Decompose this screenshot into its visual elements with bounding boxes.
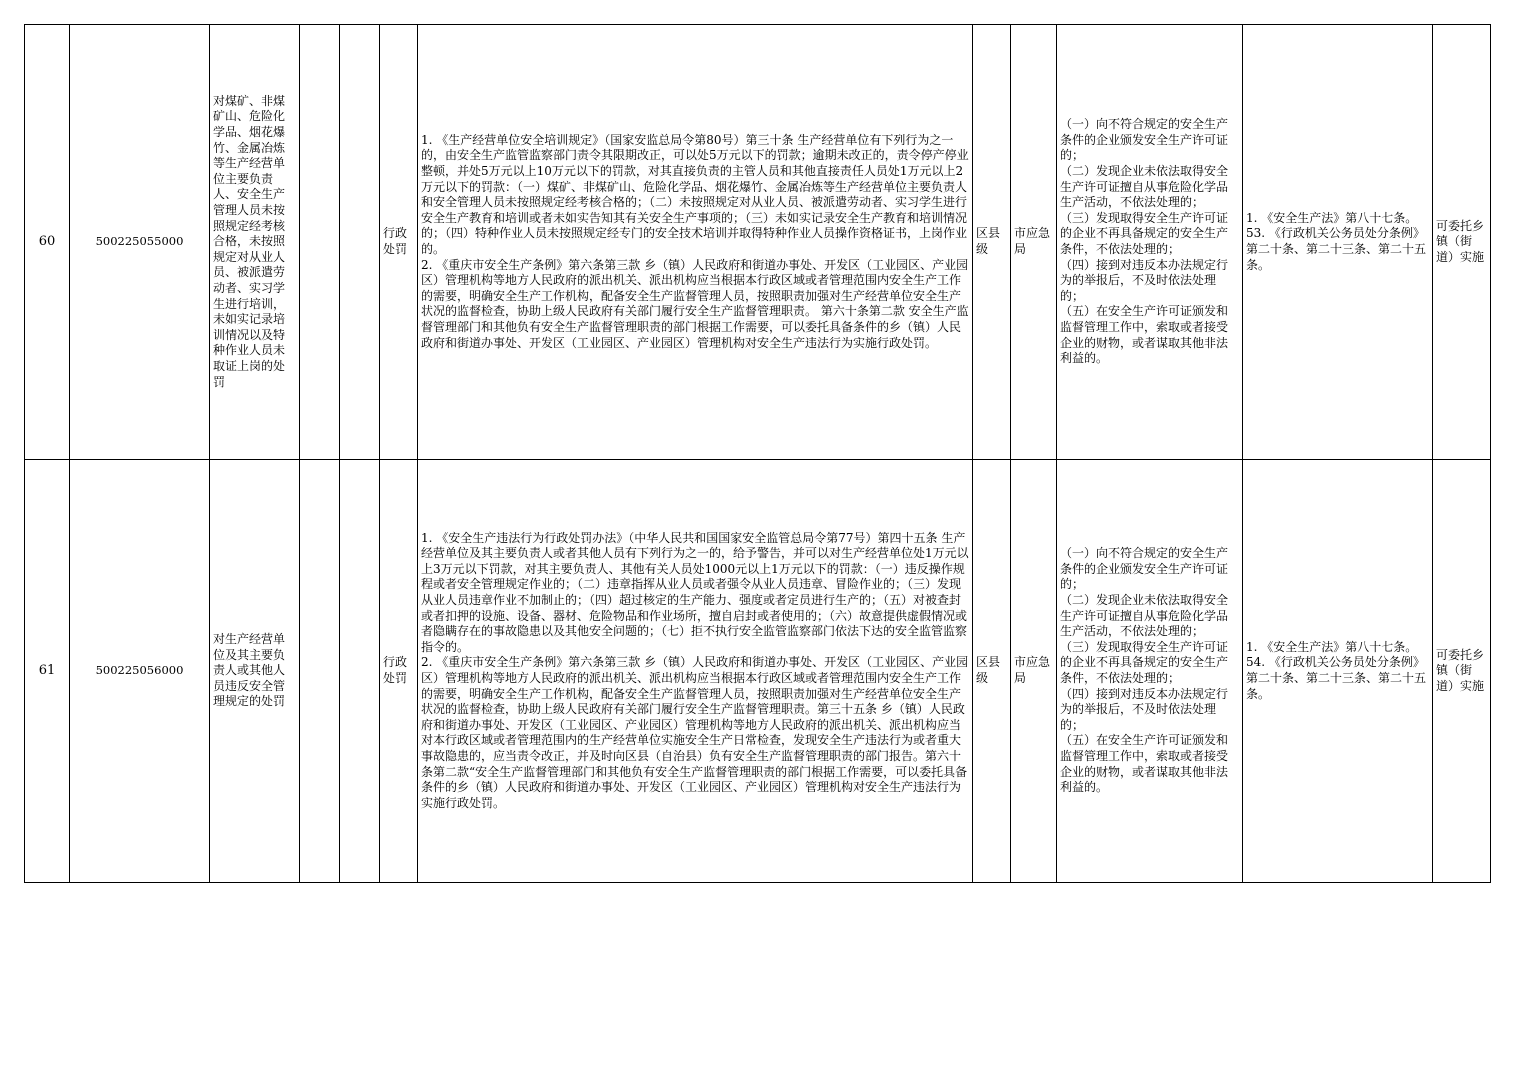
item-type: 行政处罚: [380, 460, 418, 883]
responsible-dept: 市应急局: [1011, 460, 1057, 883]
accountability-law: [1243, 460, 1433, 883]
empty-cell: [340, 25, 380, 460]
row-number: 60: [25, 25, 70, 460]
exercise-level: 区县级: [973, 25, 1011, 460]
accountability-text: （一）向不符合规定的安全生产条件的企业颁发安全生产许可证的； （二）发现企业未依法取得安全生产许可证擅自从事危险化学品生产活动，不依法处理的； （三）发现取得安全生产许可证的企业不再具备规定的安全生产条件，不依法处理的； （四）接到对违反本办法规定行为的举报后，不及时依法处理的； （五）在安全生产许可证颁发和监督管理工作中，索取或者接受企业的财物，或者谋取其他非法利益的。: [1060, 117, 1229, 366]
empty-cell: [340, 460, 380, 883]
accountability-law-text: 1. 《安全生产法》第八十七条。 54. 《行政机关公务员处分条例》第二十条、第二十三条、第二十五条。: [1246, 639, 1427, 701]
remark: 可委托乡镇（街道）实施: [1433, 460, 1491, 883]
legal-basis-text: 1. 《生产经营单位安全培训规定》（国家安监总局令第80号）第三十条 生产经营单位有下列行为之一的，由安全生产监管监察部门责令其限期改正，可以处5万元以下的罚款；逾期未改正的，责令停产停业整顿，并处5万元以上10万元以下的罚款，对其直接负责的主管人员和其他直接责任人员处1万元以上2万元以下的罚款：（一）煤矿、非煤矿山、危险化学品、烟花爆竹、金属冶炼等生产经营单位主要负责人和安全管理人员未按照规定经考核合格的；（二）未按照规定对从业人员、被派遣劳动者、实习学生进行安全生产教育和培训或者未如实告知其有关安全生产事项的；（三）未如实记录安全生产教育和培训情况的；（四）特种作业人员未按照规定经专门的安全技术培训并取得特种作业人员操作资格证书，上岗作业的。 2. 《重庆市安全生产条例》第六条第三款 乡（镇）人民政府和街道办事处、开发区（工业园区、产业园区）管理机构等地方人民政府的派出机关、派出机构应当根据本行政区域或者管理范围内安全生产工作的需要，明确安全生产工作机构，配备安全生产监督管理人员，按照职责加强对生产经营单位安全生产状况的监督检查，协助上级人民政府有关部门履行安全生产监督管理职责。 第六十条第二款 安全生产监督管理部门和其他负有安全生产监督管理职责的部门根据工作需要，可以委托具备条件的乡（镇）人民政府和街道办事处、开发区（工业园区、产业园区）管理机构对安全生产违法行为实施行政处罚。: [421, 132, 969, 350]
item-name: 对煤矿、非煤矿山、危险化学品、烟花爆竹、金属冶炼等生产经营单位主要负责人、安全生产管理人员未按照规定经考核合格，未按照规定对从业人员、被派遣劳动者、实习学生进行培训，未如实记录培训情况以及特种作业人员未取证上岗的处罚: [210, 25, 300, 460]
power-list-table: [24, 24, 1491, 883]
empty-cell: [300, 25, 340, 460]
accountability-cases: [1057, 25, 1243, 460]
item-code: 500225056000: [70, 460, 210, 883]
remark: 可委托乡镇（街道）实施: [1433, 25, 1491, 460]
legal-basis-text: 1. 《安全生产违法行为行政处罚办法》（中华人民共和国国家安全监管总局令第77号）第四十五条 生产经营单位及其主要负责人或者其他人员有下列行为之一的，给予警告，并可以对生产经营单位处1万元以上3万元以下罚款，对其主要负责人、其他有关人员处1000元以上1万元以下的罚款：（一）违反操作规程或者安全管理规定作业的；（二）违章指挥从业人员或者强令从业人员违章、冒险作业的；（三）发现从业人员违章作业不加制止的；（四）超过核定的生产能力、强度或者定员进行生产的；（五）对被查封或者扣押的设施、设备、器材、危险物品和作业场所，擅自启封或者使用的；（六）故意提供虚假情况或者隐瞒存在的事故隐患以及其他安全问题的；（七）拒不执行安全监管监察部门依法下达的安全监管监察指令的。 2. 《重庆市安全生产条例》第六条第三款 乡（镇）人民政府和街道办事处、开发区（工业园区、产业园区）管理机构等地方人民政府的派出机关、派出机构应当根据本行政区域或者管理范围内安全生产工作的需要，明确安全生产工作机构，配备安全生产监督管理人员，按照职责加强对生产经营单位安全生产状况的监督检查，协助上级人民政府有关部门履行安全生产监督管理职责。第三十五条 乡（镇）人民政府和街道办事处、开发区（工业园区、产业园区）管理机构等地方人民政府的派出机关、派出机构应当对本行政区域或者管理范围内的生产经营单位实施安全生产日常检查，发现安全生产违法行为或者重大事故隐患的，应当责令改正，并及时向区县（自治县）负有安全生产监督管理职责的部门报告。第六十条第二款“安全生产监督管理部门和其他负有安全生产监督管理职责的部门根据工作需要，可以委托具备条件的乡（镇）人民政府和街道办事处、开发区（工业园区、产业园区）管理机构对安全生产违法行为实施行政处罚。: [421, 530, 969, 810]
accountability-text: （一）向不符合规定的安全生产条件的企业颁发安全生产许可证的； （二）发现企业未依法取得安全生产许可证擅自从事危险化学品生产活动，不依法处理的； （三）发现取得安全生产许可证的企业不再具备规定的安全生产条件，不依法处理的； （四）接到对违反本办法规定行为的举报后，不及时依法处理的； （五）在安全生产许可证颁发和监督管理工作中，索取或者接受企业的财物，或者谋取其他非法利益的。: [1060, 546, 1229, 795]
row-number: 61: [25, 460, 70, 883]
responsible-dept: 市应急局: [1011, 25, 1057, 460]
item-code: 500225055000: [70, 25, 210, 460]
item-name: 对生产经营单位及其主要负责人或其他人员违反安全管理规定的处罚: [210, 460, 300, 883]
accountability-cases: [1057, 460, 1243, 883]
exercise-level: 区县级: [973, 460, 1011, 883]
legal-basis: [418, 460, 973, 883]
accountability-law: [1243, 25, 1433, 460]
table-row: [25, 460, 1491, 883]
accountability-law-text: 1. 《安全生产法》第八十七条。 53. 《行政机关公务员处分条例》第二十条、第二十三条、第二十五条。: [1246, 210, 1427, 272]
legal-basis: [418, 25, 973, 460]
empty-cell: [300, 460, 340, 883]
item-type: 行政处罚: [380, 25, 418, 460]
table-row: [25, 25, 1491, 460]
